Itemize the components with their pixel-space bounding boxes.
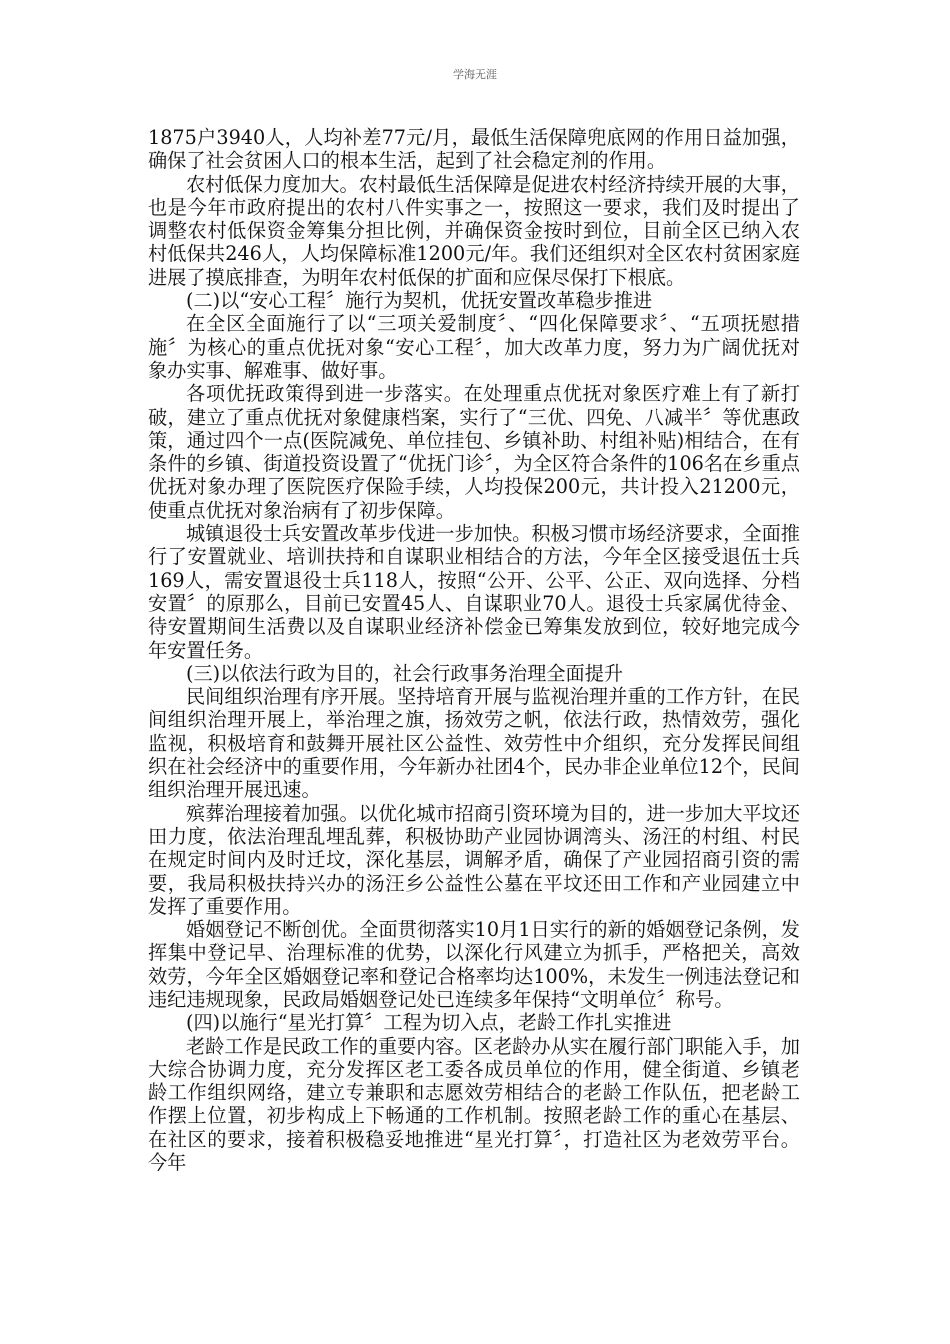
paragraph: 在全区全面施行了以“三项关爱制度〞、“四化保障要求〞、“五项抚慰措施〞为核心的重点优抚对象“安心工程〞，加大改革力度，努力为广阔优抚对象办实事、解难事、做好事。 — [148, 312, 800, 382]
section-heading: (三)以依法行政为目的，社会行政事务治理全面提升 — [186, 661, 624, 685]
paragraph: 各项优抚政策得到进一步落实。在处理重点优抚对象医疗难上有了新打破，建立了重点优抚对象健康档案，实行了“三优、四免、八减半〞等优惠政策，通过四个一点(医院减免、单位挂包、乡镇补助、村组补贴)相结合，在有条件的乡镇、街道投资设置了“优抚门诊〞，为全区符合条件的106名在乡重点优抚对象办理了医院医疗保险手续，人均投保200元，共计投入21200元，使重点优抚对象治病有了初步保障。 — [148, 382, 800, 522]
paragraph: 老龄工作是民政工作的重要内容。区老龄办从实在履行部门职能入手，加大综合协调力度，充分发挥区老工委各成员单位的作用，健全街道、乡镇老龄工作组织网络，建立专兼职和志愿效劳相结合的老龄工作队伍，把老龄工作摆上位置，初步构成上下畅通的工作机制。按照老龄工作的重心在基层、在社区的要求，接着积极稳妥地推进“星光打算〞，打造社区为老效劳平台。今年 — [148, 1034, 800, 1175]
paragraph: 农村低保力度加大。农村最低生活保障是促进农村经济持续开展的大事，也是今年市政府提出的农村八件实事之一，按照这一要求，我们及时提出了调整农村低保资金筹集分担比例，并确保资金按时到位，目前全区已纳入农村低保共246人，人均保障标准1200元/年。我们还组织对全区农村贫困家庭进展了摸底排查，为明年农村低保的扩面和应保尽保打下根底。 — [148, 172, 800, 289]
paragraph: 城镇退役士兵安置改革步伐进一步加快。积极习惯市场经济要求，全面推行了安置就业、培训扶持和自谋职业相结合的方法，今年全区接受退伍士兵169人，需安置退役士兵118人，按照“公开、公平、公正、双向选择、分档安置〞的原那么，目前已安置45人、自谋职业70人。退役士兵家属优待金、待安置期间生活费以及自谋职业经济补偿金已筹集发放到位，较好地完成今年安置任务。 — [148, 522, 800, 662]
paragraph: 民间组织治理有序开展。坚持培育开展与监视治理并重的工作方针，在民间组织治理开展上，举治理之旗，扬效劳之帆，依法行政，热情效劳，强化监视，积极培育和鼓舞开展社区公益性、效劳性中介组织，充分发挥民间组织在社会经济中的重要作用，今年新办社团4个，民办非企业单位12个，民间组织治理开展迅速。 — [148, 685, 800, 802]
paragraph: 婚姻登记不断创优。全面贯彻落实10月1日实行的新的婚姻登记条例，发挥集中登记早、治理标准的优势，以深化行风建立为抓手，严格把关，高效效劳，今年全区婚姻登记率和登记合格率均达100%，未发生一例违法登记和违纪违规现象，民政局婚姻登记处已连续多年保持“文明单位〞称号。 — [148, 918, 800, 1011]
paragraph: 1875户3940人，人均补差77元/月，最低生活保障兜底网的作用日益加强，确保了社会贫困人口的根本生活，起到了社会稳定剂的作用。 — [148, 126, 800, 173]
document-body — [148, 126, 800, 1174]
page-header: 学海无涯 — [453, 68, 497, 81]
section-heading: (二)以“安心工程〞施行为契机，优抚安置改革稳步推进 — [186, 289, 653, 313]
section-heading: (四)以施行“星光打算〞工程为切入点，老龄工作扎实推进 — [186, 1011, 672, 1035]
paragraph: 殡葬治理接着加强。以优化城市招商引资环境为目的，进一步加大平坟还田力度，依法治理乱埋乱葬，积极协助产业园协调湾头、汤汪的村组、村民在规定时间内及时迁坟，深化基层，调解矛盾，确保了产业园招商引资的需要，我局积极扶持兴办的汤汪乡公益性公墓在平坟还田工作和产业园建立中发挥了重要作用。 — [148, 801, 800, 918]
